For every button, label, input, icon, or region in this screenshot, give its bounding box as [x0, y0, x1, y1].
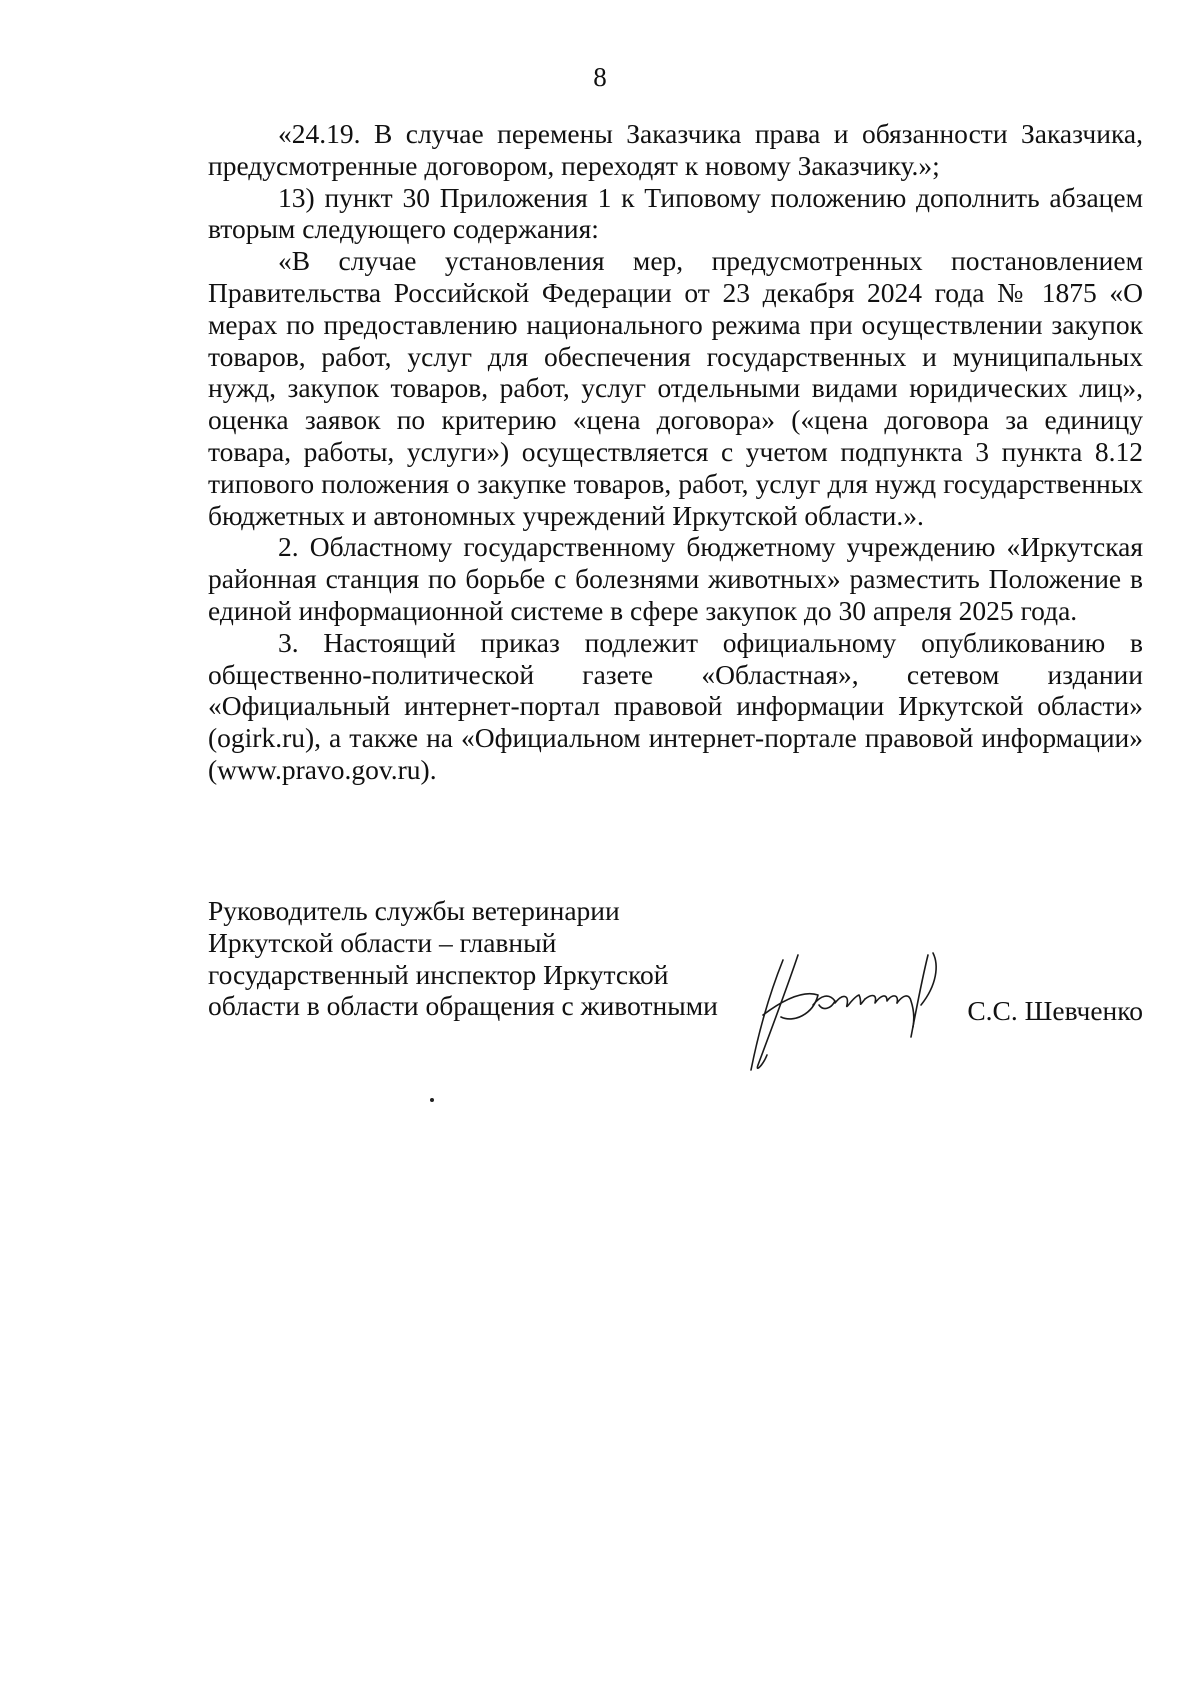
paragraph-item-3: 3. Настоящий приказ подлежит официальному опубликованию в общественно-политической газете «Областная», сетевом издании «Официальный интернет-портал правовой информации Иркутской области» (ogirk.ru), а также на «Официальном интернет-портале правовой информации» (www.pravo.gov.ru).	[208, 626, 1143, 785]
document-body	[208, 118, 1143, 786]
paragraph-item-2: 2. Областному государственному бюджетному учреждению «Иркутская районная станция по борьбе с болезнями животных» разместить Положение в единой информационной системе в сфере закупок до 30 апреля 2025 года.	[208, 531, 1143, 626]
signature-block	[208, 895, 1143, 1085]
signatory-title: Руководитель службы ветеринарии Иркутской области – главный государственный инспектор Иркутской области в области обращения с животными	[208, 895, 718, 1022]
stray-dot	[430, 1098, 434, 1102]
paragraph-quoted-addition: «В случае установления мер, предусмотренных постановлением Правительства Российской Федерации от 23 декабря 2024 года № 1875 «О мерах по предоставлению национального режима при осуществлении закупок товаров, работ, услуг для обеспечения государственных и муниципальных нужд, закупок товаров, работ, услуг отдельными видами юридических лиц», оценка заявок по критерию «цена договора» («цена договора за единицу товара, работы, услуги») осуществляется с учетом подпункта 3 пункта 8.12 типового положения о закупке товаров, работ, услуг для нужд государственных бюджетных и автономных учреждений Иркутской области.».	[208, 245, 1143, 531]
paragraph-item-13: 13) пункт 30 Приложения 1 к Типовому положению дополнить абзацем вторым следующего содержания:	[208, 181, 1143, 245]
signatory-name: С.С. Шевченко	[967, 995, 1143, 1026]
page-number: 8	[593, 62, 607, 92]
paragraph-clause-24-19: «24.19. В случае перемены Заказчика права и обязанности Заказчика, предусмотренные договором, переходят к новому Заказчику.»;	[208, 118, 1143, 181]
handwritten-signature	[743, 945, 973, 1075]
